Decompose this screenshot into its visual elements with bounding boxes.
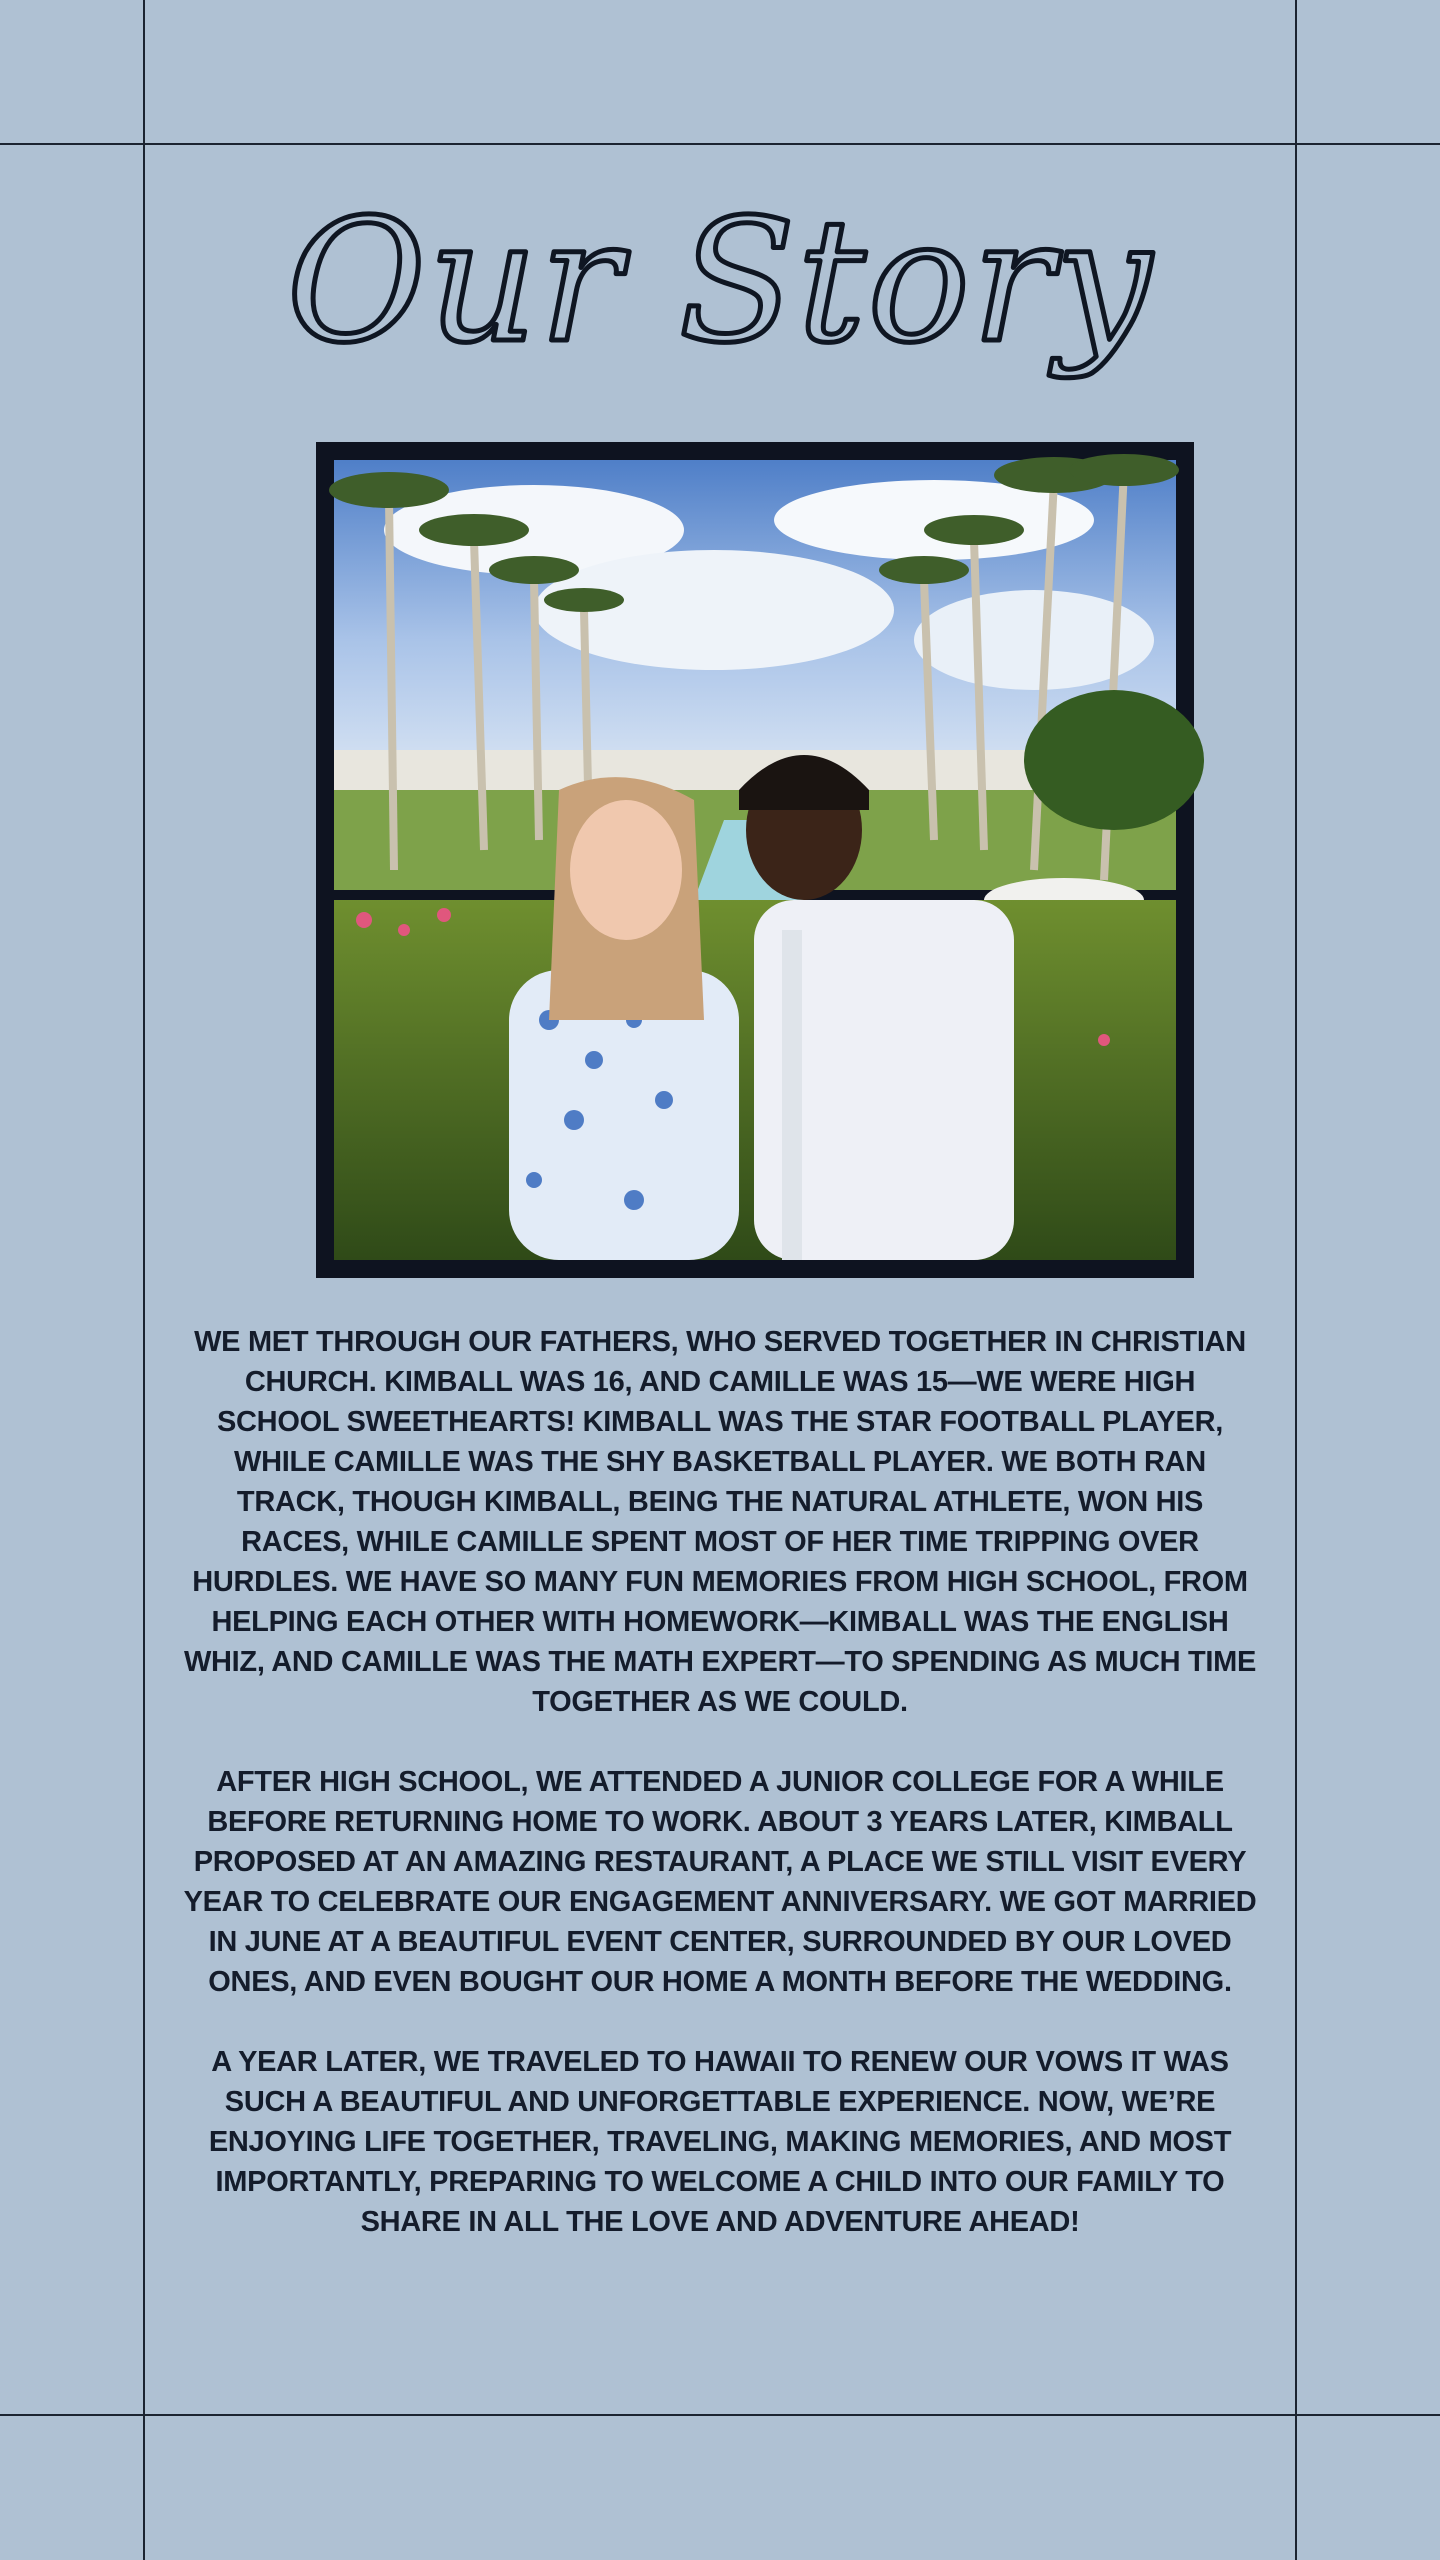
story-paragraph-1: WE MET THROUGH OUR FATHERS, WHO SERVED TOGETHER IN CHRISTIAN CHURCH. KIMBALL WAS 16, AND CAMILLE WAS 15—WE WERE HIGH SCHOOL SWEETHEARTS! KIMBALL WAS THE STAR FOOTBALL PLAYER, WHILE CAMILLE WAS THE SHY BASKETBALL PLAYER. WE BOTH RAN TRACK, THOUGH KIMBALL, BEING THE NATURAL ATHLETE, WON HIS RACES, WHILE CAMILLE SPENT MOST OF HER TIME TRIPPING OVER HURDLES. WE HAVE SO MANY FUN MEMORIES FROM HIGH SCHOOL, FROM HELPING EACH OTHER WITH HOMEWORK—KIMBALL WAS THE ENGLISH WHIZ, AND CAMILLE WAS THE MATH EXPERT—TO SPENDING AS MUCH TIME TOGETHER AS WE COULD. <box>183 1326 1257 1718</box>
story-paragraph-2: AFTER HIGH SCHOOL, WE ATTENDED A JUNIOR COLLEGE FOR A WHILE BEFORE RETURNING HOME TO WORK. ABOUT 3 YEARS LATER, KIMBALL PROPOSED AT AN AMAZING RESTAURANT, A PLACE WE STILL VISIT EVERY YEAR TO CELEBRATE OUR ENGAGEMENT ANNIVERSARY. WE GOT MARRIED IN JUNE AT A BEAUTIFUL EVENT CENTER, SURROUNDED BY OUR LOVED ONES, AND EVEN BOUGHT OUR HOME A MONTH BEFORE THE WEDDING. <box>183 1766 1257 1998</box>
guide-line-top <box>0 143 1440 145</box>
page-title-text: Our Story <box>286 183 1154 381</box>
guide-line-left <box>143 0 145 2560</box>
photo-frame <box>316 442 1194 1278</box>
couple-photo-illustration <box>334 460 1176 1260</box>
story-text <box>180 1322 1260 2282</box>
guide-line-bottom <box>0 2414 1440 2416</box>
page-title <box>0 150 1440 450</box>
story-paragraph-3: A YEAR LATER, WE TRAVELED TO HAWAII TO RENEW OUR VOWS IT WAS SUCH A BEAUTIFUL AND UNFORGETTABLE EXPERIENCE. NOW, WE’RE ENJOYING LIFE TOGETHER, TRAVELING, MAKING MEMORIES, AND MOST IMPORTANTLY, PREPARING TO WELCOME A CHILD INTO OUR FAMILY TO SHARE IN ALL THE LOVE AND ADVENTURE AHEAD! <box>208 2046 1232 2238</box>
page-title-lettering <box>286 150 1154 450</box>
couple-photo <box>334 460 1176 1260</box>
guide-line-right <box>1295 0 1297 2560</box>
